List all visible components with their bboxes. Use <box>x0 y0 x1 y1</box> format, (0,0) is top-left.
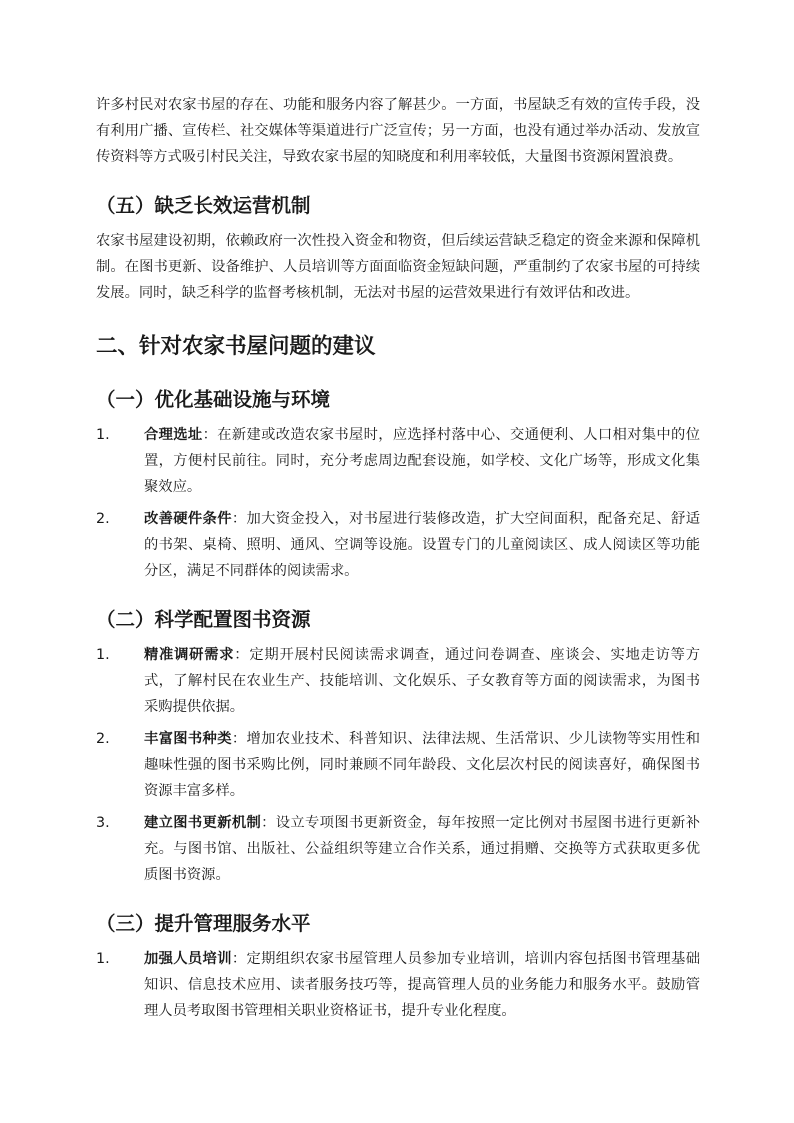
list-text: ：定期组织农家书屋管理人员参加专业培训，培训内容包括图书管理基础知识、信息技术应用、读者服务技巧等，提高管理人员的业务能力和服务水平。鼓励管理人员考取图书管理相关职业资格证书，提升专业化程度。 <box>144 951 700 1019</box>
intro-paragraph: 许多村民对农家书屋的存在、功能和服务内容了解甚少。一方面，书屋缺乏有效的宣传手段，没有利用广播、宣传栏、社交媒体等渠道进行广泛宣传；另一方面，也没有通过举办活动、发放宣传资料等方式吸引村民关注，导致农家书屋的知晓度和利用率较低，大量图书资源闲置浪费。 <box>96 97 700 165</box>
list-number: 1. <box>96 951 110 967</box>
list-number: 2. <box>96 731 110 747</box>
list-item <box>96 726 700 804</box>
sub1-heading: （一）优化基础设施与环境 <box>96 388 331 411</box>
part2-heading: 二、针对农家书屋问题的建议 <box>96 334 376 359</box>
list-item <box>96 506 700 584</box>
list-number: 1. <box>96 427 110 443</box>
list-term: 丰富图书种类 <box>144 731 232 747</box>
list-item <box>96 810 700 888</box>
sub2-heading: （二）科学配置图书资源 <box>96 608 311 631</box>
list-text: ：设立专项图书更新资金，每年按照一定比例对书屋图书进行更新补充。与图书馆、出版社、公益组织等建立合作关系，通过捐赠、交换等方式获取更多优质图书资源。 <box>144 815 700 883</box>
section5-paragraph: 农家书屋建设初期，依赖政府一次性投入资金和物资，但后续运营缺乏稳定的资金来源和保障机制。在图书更新、设备维护、人员培训等方面面临资金短缺问题，严重制约了农家书屋的可持续发展。同时，缺乏科学的监督考核机制，无法对书屋的运营效果进行有效评估和改进。 <box>96 233 700 301</box>
list-text: ：增加农业技术、科普知识、法律法规、生活常识、少儿读物等实用性和趣味性强的图书采购比例，同时兼顾不同年龄段、文化层次村民的阅读喜好，确保图书资源丰富多样。 <box>144 731 700 799</box>
list-text: ：定期开展村民阅读需求调查，通过问卷调查、座谈会、实地走访等方式，了解村民在农业生产、技能培训、文化娱乐、子女教育等方面的阅读需求，为图书采购提供依据。 <box>144 647 701 715</box>
list-number: 1. <box>96 647 110 663</box>
sub3-list <box>96 946 700 1024</box>
list-number: 3. <box>96 815 110 831</box>
list-text: ：在新建或改造农家书屋时，应选择村落中心、交通便利、人口相对集中的位置，方便村民前往。同时，充分考虑周边配套设施，如学校、文化广场等，形成文化集聚效应。 <box>144 427 700 495</box>
list-item <box>96 946 700 1024</box>
section5-heading: （五）缺乏长效运营机制 <box>96 194 311 217</box>
document-page <box>96 92 700 1024</box>
list-number: 2. <box>96 511 110 527</box>
list-term: 建立图书更新机制 <box>144 815 262 831</box>
list-item <box>96 422 700 500</box>
list-term: 合理选址 <box>144 427 203 443</box>
list-term: 加强人员培训 <box>144 951 232 967</box>
sub2-list <box>96 642 700 888</box>
list-term: 精准调研需求 <box>144 647 235 663</box>
list-item <box>96 642 700 720</box>
list-term: 改善硬件条件 <box>144 511 232 527</box>
sub3-heading: （三）提升管理服务水平 <box>96 912 311 935</box>
sub1-list <box>96 422 700 584</box>
list-text: ：加大资金投入，对书屋进行装修改造，扩大空间面积，配备充足、舒适的书架、桌椅、照明、通风、空调等设施。设置专门的儿童阅读区、成人阅读区等功能分区，满足不同群体的阅读需求。 <box>144 511 700 579</box>
